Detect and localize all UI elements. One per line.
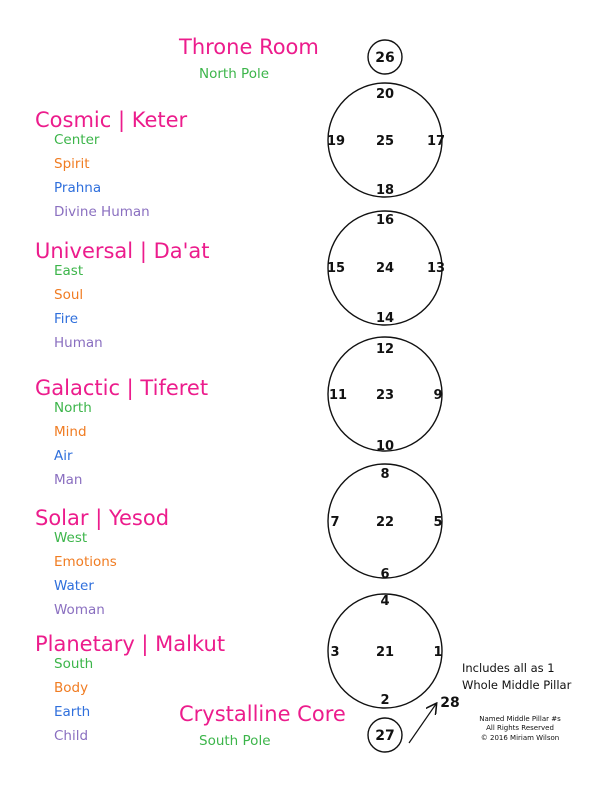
- level-attr-aspect: Emotions: [54, 554, 117, 570]
- level-attr-element: Water: [54, 578, 94, 594]
- circle-number-right: 17: [426, 134, 446, 149]
- circle-number-bottom: 2: [380, 693, 390, 708]
- throne-room-subtitle: North Pole: [199, 66, 270, 82]
- circle-number-top: 16: [375, 213, 395, 228]
- level-attr-element: Air: [54, 448, 73, 464]
- throne-room-title: Throne Room: [179, 35, 319, 59]
- circle-number-bottom: 10: [375, 439, 395, 454]
- level-attr-direction: West: [54, 530, 88, 546]
- circle-number-center: 22: [375, 515, 395, 530]
- level-attr-direction: East: [54, 263, 84, 279]
- circle-number-top: 4: [380, 594, 390, 609]
- level-attr-aspect: Body: [54, 680, 89, 696]
- level-heading-planetary: Planetary | Malkut: [35, 632, 226, 656]
- circle-number-left: 11: [328, 388, 348, 403]
- credit-line2: All Rights Reserved: [486, 724, 554, 733]
- crystalline-core-subtitle: South Pole: [199, 733, 271, 749]
- level-attr-element: Fire: [54, 311, 79, 327]
- circle-number-right: 1: [433, 645, 443, 660]
- level-attr-aspect: Soul: [54, 287, 84, 303]
- crystalline-core-title: Crystalline Core: [179, 702, 346, 726]
- level-attr-direction: Center: [54, 132, 100, 148]
- level-attr-being: Human: [54, 335, 103, 351]
- level-attr-direction: North: [54, 400, 92, 416]
- circle-number-right: 5: [433, 515, 443, 530]
- level-heading-galactic: Galactic | Tiferet: [35, 376, 209, 400]
- circle-number-top: 8: [380, 467, 390, 482]
- level-attr-element: Earth: [54, 704, 91, 720]
- circle-number-left: 7: [330, 515, 340, 530]
- circle-number-center: 24: [375, 261, 395, 276]
- level-heading-universal: Universal | Da'at: [35, 239, 210, 263]
- level-attr-aspect: Spirit: [54, 156, 90, 172]
- circle-number-top: 20: [375, 87, 395, 102]
- circle-number-bottom: 18: [375, 183, 395, 198]
- circle-number-center: 23: [375, 388, 395, 403]
- circle-number-right: 13: [426, 261, 446, 276]
- level-attr-being: Child: [54, 728, 89, 744]
- level-attr-being: Man: [54, 472, 83, 488]
- level-heading-solar: Solar | Yesod: [35, 506, 170, 530]
- credit-line1: Named Middle Pillar #s: [479, 715, 561, 723]
- node-number-bottom: 27: [375, 728, 395, 744]
- pillar-note-line2: Whole Middle Pillar: [462, 678, 572, 693]
- circle-number-left: 19: [326, 134, 346, 149]
- credit-block: [470, 715, 570, 743]
- circle-number-bottom: 14: [375, 311, 395, 326]
- level-attr-element: Prahna: [54, 180, 102, 196]
- pillar-note: [462, 660, 571, 695]
- circle-number-center: 25: [375, 134, 395, 149]
- level-attr-being: Divine Human: [54, 204, 150, 220]
- circle-number-center: 21: [375, 645, 395, 660]
- circle-number-right: 9: [433, 388, 443, 403]
- level-attr-direction: South: [54, 656, 94, 672]
- arrow-to-outside-node: [409, 704, 436, 743]
- pillar-note-line1: Includes all as 1: [462, 661, 555, 675]
- node-number-top: 26: [375, 50, 395, 66]
- outside-node-number: 28: [440, 695, 460, 711]
- circle-number-left: 3: [330, 645, 340, 660]
- circle-number-left: 15: [326, 261, 346, 276]
- circle-number-bottom: 6: [380, 567, 390, 582]
- circle-number-top: 12: [375, 342, 395, 357]
- level-heading-cosmic: Cosmic | Keter: [35, 108, 188, 132]
- level-attr-being: Woman: [54, 602, 105, 618]
- level-attr-aspect: Mind: [54, 424, 87, 440]
- credit-line3: © 2016 Miriam Wilson: [480, 733, 560, 742]
